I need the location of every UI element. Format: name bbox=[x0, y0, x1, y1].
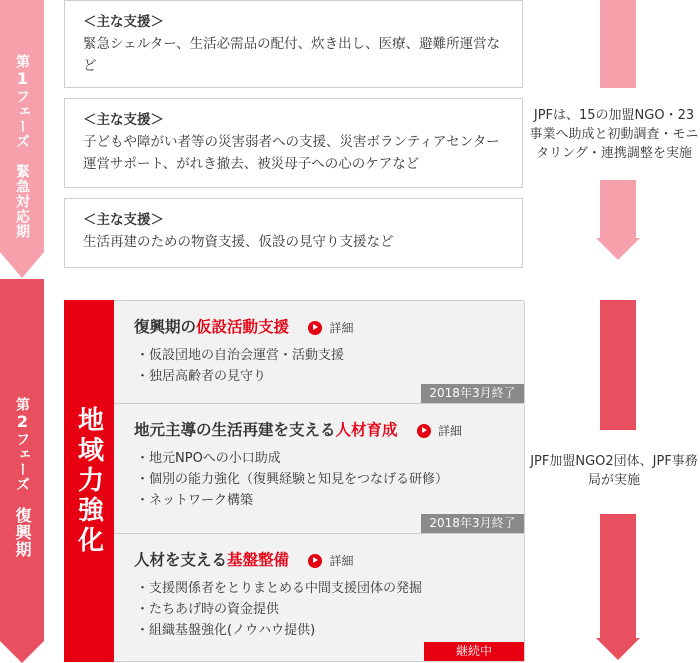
status-badge: 2018年3月終了 bbox=[421, 384, 524, 403]
detail-link[interactable]: 詳細 bbox=[417, 419, 462, 443]
phase1-right-arrow-shaft bbox=[600, 0, 636, 88]
phase2-right-arrow-head bbox=[596, 638, 640, 660]
phase2-right-arrow-shaft bbox=[600, 514, 636, 640]
phase1-note: JPFは、15の加盟NGO・23事業へ助成と初動調査・モニタリング・連携調整を実施 bbox=[529, 108, 699, 161]
detail-link[interactable]: 詳細 bbox=[308, 316, 353, 340]
phase2-section-infrastructure bbox=[114, 534, 524, 662]
section-title: 人材を支える基盤整備 詳細 bbox=[134, 548, 504, 572]
bullet-list bbox=[134, 345, 504, 387]
section-title: 地元主導の生活再建を支える人材育成 詳細 bbox=[134, 418, 504, 442]
list-item: ・地元NPOへの小口助成 bbox=[136, 451, 281, 466]
phase2-label: 第2フェーズ 復興期 bbox=[13, 396, 32, 558]
list-item: ・個別の能力強化（復興経験と知見をつなげる研修） bbox=[136, 472, 449, 487]
support-heading: ＜主な支援＞ bbox=[83, 212, 164, 228]
list-item: ・支援関係者をとりまとめる中間支援団体の発掘 bbox=[136, 581, 423, 596]
support-text: 子どもや障がい者等の災害弱者への支援、災害ボランティアセンター運営サポート、がれき撤去、被災母子への心のケアなど bbox=[83, 134, 500, 172]
phase1-support-box bbox=[64, 198, 523, 268]
phase2-section-human-resources bbox=[114, 404, 524, 534]
support-text: 緊急シェルター、生活必需品の配付、炊き出し、医療、避難所運営など bbox=[83, 36, 501, 74]
phase2-note: JPF加盟NGO2団体、JPF事務局が実施 bbox=[530, 454, 698, 488]
phase1-support-box bbox=[64, 0, 523, 88]
phase1-arrow bbox=[0, 0, 44, 278]
phase2-right-arrow-shaft bbox=[600, 300, 636, 430]
phase1-support-box bbox=[64, 98, 523, 188]
play-arrow-icon bbox=[308, 321, 322, 335]
status-badge: 2018年3月終了 bbox=[421, 514, 524, 533]
list-item: ・組織基盤強化(ノウハウ提供) bbox=[136, 623, 316, 638]
status-badge: 継続中 bbox=[424, 642, 524, 661]
support-heading: ＜主な支援＞ bbox=[83, 112, 164, 128]
bullet-list bbox=[134, 448, 504, 511]
regional-strength-label: 地域力強化 bbox=[64, 300, 114, 662]
detail-link[interactable]: 詳細 bbox=[308, 549, 353, 573]
phase1-right-arrow-head bbox=[596, 238, 640, 260]
phase2-section-temporary-housing bbox=[114, 300, 524, 404]
play-arrow-icon bbox=[308, 554, 322, 568]
bullet-list bbox=[134, 578, 504, 641]
list-item: ・独居高齢者の見守り bbox=[136, 369, 267, 384]
phase1-right-arrow-shaft bbox=[600, 180, 636, 238]
support-text: 生活再建のための物資支援、仮設の見守り支援など bbox=[83, 234, 394, 250]
list-item: ・仮設団地の自治会運営・活動支援 bbox=[136, 348, 345, 363]
play-arrow-icon bbox=[417, 424, 431, 438]
section-title: 復興期の仮設活動支援 詳細 bbox=[134, 315, 504, 339]
list-item: ・ネットワーク構築 bbox=[136, 493, 254, 508]
phase2-arrow bbox=[0, 279, 44, 663]
support-heading: ＜主な支援＞ bbox=[83, 14, 164, 30]
phase1-label: 第1フェーズ 緊急対応期 bbox=[13, 53, 32, 239]
list-item: ・たちあげ時の資金提供 bbox=[136, 602, 280, 617]
